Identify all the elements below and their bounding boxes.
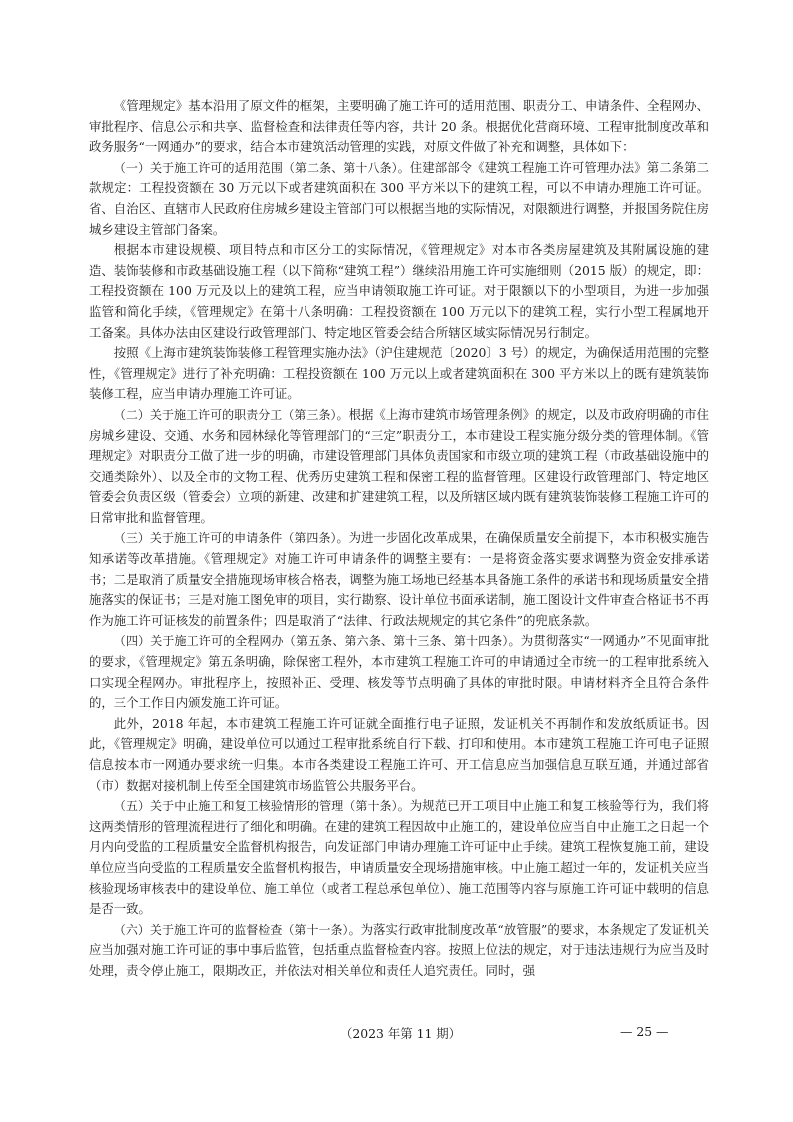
paragraph: （五）关于中止施工和复工核验情形的管理（第十条）。为规范已开工项目中止施工和复工核验等行为，我们将这两类情形的管理流程进行了细化和明确。在建的建筑工程因故中止施工的，建设单位应当自中止施工之日起一个月内向受监的工程质量安全监督机构报告，向发证部门申请办理施工许可证中止手续。建筑工程恢复施工前，建设单位应当向受监的工程质量安全监督机构报告，申请质量安全现场措施审核。中止施工超过一年的，发证机关应当核验现场审核表中的建设单位、施工单位（或者工程总承包单位）、施工范围等内容与原施工许可证中载明的信息是否一致。	[89, 798, 709, 917]
section-heading: （一）关于施工许可的适用范围（第二条、第十八条）。	[113, 160, 410, 175]
paragraph: 根据本市建设规模、项目特点和市区分工的实际情况，《管理规定》对本市各类房屋建筑及其附属设施的建造、装饰装修和市政基础设施工程（以下简称“建筑工程”）继续沿用施工许可实施细则（2015 版）的规定，即：工程投资额在 100 万元及以上的建筑工程，应当申请领取施工许可证。对于限额以下的小型项目，为进一步加强监管和简化手续，《管理规定》在第十八条明确：工程投资额在 100 万元以下的建筑工程，实行小型工程属地开工备案。具体办法由区建设行政管理部门、特定地区管委会结合所辖区域实际情况另行制定。	[89, 242, 709, 340]
section-heading: （五）关于中止施工和复工核验情形的管理（第十条）。	[113, 799, 410, 814]
issue-label: （2023 年第 11 期）	[340, 1026, 462, 1041]
paragraph: （三）关于施工许可的申请条件（第四条）。为进一步固化改革成果，在确保质量安全前提下，本市积极实施告知承诺等改革措施。《管理规定》对施工许可申请条件的调整主要有：一是将资金落实要求调整为资金安排承诺书；二是取消了质量安全措施现场审核合格表，调整为施工场地已经基本具备施工条件的承诺书和现场质量安全措施落实的保证书；三是对施工图免审的项目，实行勘察、设计单位书面承诺制，施工图设计文件审查合格证书不再作为施工许可证核发的前置条件；四是取消了“法律、行政法规规定的其它条件”的兜底条款。	[89, 530, 709, 628]
section-heading: （二）关于施工许可的职责分工（第三条）。	[113, 407, 349, 422]
paragraph: （六）关于施工许可的监督检查（第十一条）。为落实行政审批制度改革“放管服”的要求，本条规定了发证机关应当加强对施工许可证的事中事后监管，包括重点监督检查内容。按照上位法的规定，对于违法违规行为应当及时处理，责令停止施工，限期改正，并依法对相关单位和责任人追究责任。同时，强	[89, 921, 709, 978]
paragraph: （二）关于施工许可的职责分工（第三条）。根据《上海市建筑市场管理条例》的规定，以及市政府明确的市住房城乡建设、交通、水务和园林绿化等管理部门的“三定”职责分工，本市建设工程实施分级分类的管理体制。《管理规定》对职责分工做了进一步的明确，市建设管理部门具体负责国家和市级立项的建筑工程（市政基础设施中的交通类除外）、以及全市的文物工程、优秀历史建筑工程和保密工程的监督管理。区建设行政管理部门、特定地区管委会负责区级（管委会）立项的新建、改建和扩建建筑工程，以及所辖区域内既有建筑装饰装修工程施工许可的日常审批和监督管理。	[89, 406, 709, 525]
section-heading: （六）关于施工许可的监督检查（第十一条）。	[113, 922, 361, 937]
paragraph: 此外，2018 年起，本市建筑工程施工许可证就全面推行电子证照，发证机关不再制作和发放纸质证书。因此，《管理规定》明确，建设单位可以通过工程审批系统自行下载、打印和使用。本市建筑工程施工许可电子证照信息按本市一网通办要求统一归集。本市各类建设工程施工许可、开工信息应当加强信息互联互通，并通过部省（市）数据对接机制上传至全国建筑市场监管公共服务平台。	[89, 715, 709, 793]
paragraph: 《管理规定》基本沿用了原文件的框架，主要明确了施工许可的适用范围、职责分工、申请条件、全程网办、审批程序、信息公示和共享、监督检查和法律责任等内容，共计 20 条。根据优化营商环境、工程审批制度改革和政务服务“一网通办”的要求，结合本市建筑活动管理的实践，对原文件做了补充和调整，具体如下：	[89, 98, 709, 155]
section-heading: （四）关于施工许可的全程网办（第五条、第六条、第十三条、第十四条）。	[113, 634, 521, 649]
document-body	[89, 96, 709, 982]
paragraph: 按照《上海市建筑装饰装修工程管理实施办法》（沪住建规范〔2020〕3 号）的规定，为确保适用范围的完整性，《管理规定》进行了补充明确：工程投资额在 100 万元以上或者建筑面积在 300 平方米以上的既有建筑装饰装修工程，应当申请办理施工许可证。	[89, 345, 709, 402]
page-number: — 25 —	[620, 1024, 669, 1039]
section-heading: （三）关于施工许可的申请条件（第四条）。	[113, 531, 349, 546]
paragraph: （四）关于施工许可的全程网办（第五条、第六条、第十三条、第十四条）。为贯彻落实“一网通办”不见面审批的要求，《管理规定》第五条明确，除保密工程外，本市建筑工程施工许可的申请通过全市统一的工程审批系统入口实现全程网办。审批程序上，按照补正、受理、核发等节点明确了具体的审批时限。申请材料齐全且符合条件的，三个工作日内颁发施工许可证。	[89, 633, 709, 711]
page-footer	[0, 1024, 793, 1046]
paragraph: （一）关于施工许可的适用范围（第二条、第十八条）。住建部部令《建筑工程施工许可管理办法》第二条第二款规定：工程投资额在 30 万元以下或者建筑面积在 300 平方米以下的建筑工程，可以不申请办理施工许可证。省、自治区、直辖市人民政府住房城乡建设主管部门可以根据当地的实际情况，对限额进行调整，并报国务院住房城乡建设主管部门备案。	[89, 159, 709, 237]
